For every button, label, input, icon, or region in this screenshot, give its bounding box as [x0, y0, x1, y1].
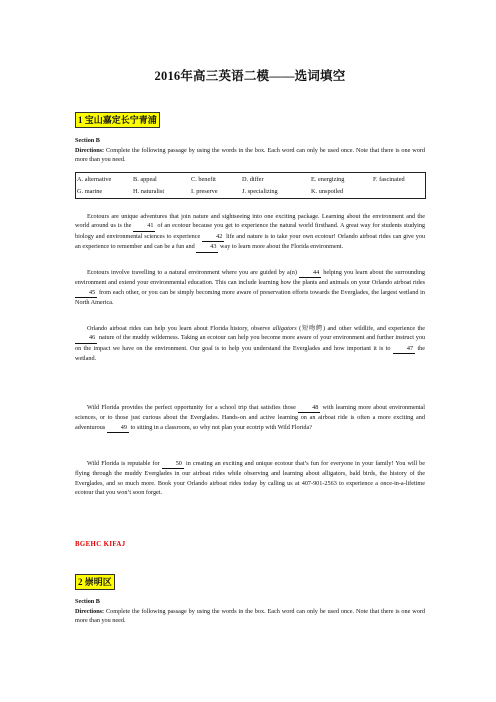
- paragraph-text: way to learn more about the Florida environment.: [220, 243, 344, 251]
- directions-text: Complete the following passage by using the words in the box. Each word can only be used once. Note that there is one word more than you need.: [75, 147, 425, 164]
- blank-44[interactable]: 44: [299, 268, 321, 278]
- paragraph-text: Wild Florida is reputable for: [87, 460, 160, 467]
- word-option: G. marine: [77, 187, 103, 195]
- paragraph-text: and other wildlife, and experience the: [327, 325, 426, 332]
- word-option: J. specializing: [242, 187, 278, 195]
- blank-47[interactable]: 47: [393, 344, 415, 354]
- directions: [75, 146, 425, 165]
- paragraph-text: Ecotours are unique adventures that join nature and sightseeing into one exciting package. Learning about the environment and the world around us is the: [75, 213, 425, 230]
- answer-key: BGEHC KIFAJ: [75, 541, 126, 548]
- blank-50[interactable]: 50: [162, 459, 184, 469]
- blank-46[interactable]: 46: [75, 333, 97, 343]
- section-tag-2: 2 崇明区: [75, 574, 115, 590]
- word-option: C. benefit: [191, 175, 216, 183]
- word-box-row: [76, 173, 425, 185]
- page-title: 2016年高三英语二模——选词填空: [154, 69, 346, 83]
- word-option: H. naturalist: [133, 187, 165, 195]
- word-option: K. unspoiled: [311, 187, 344, 195]
- directions-label: Directions:: [75, 147, 105, 154]
- word-option: B. appeal: [133, 175, 157, 183]
- word-box-row: [76, 185, 425, 197]
- blank-43[interactable]: 43: [196, 242, 218, 252]
- blank-45[interactable]: 45: [75, 288, 97, 298]
- section-label: Section B: [75, 598, 100, 605]
- word-box-table: [76, 173, 425, 197]
- paragraph-3: [75, 324, 425, 364]
- paragraph-1: [75, 212, 425, 253]
- chinese-gloss: (短吻鳄): [299, 325, 326, 332]
- paragraph-text: to sitting in a classroom, so why not plan your ecotrip with Wild Florida?: [130, 423, 312, 431]
- section-label: Section B: [75, 137, 100, 144]
- word-box: [75, 172, 426, 199]
- paragraph-text: nature of the muddy wilderness. Taking an ecotour can help you become more aware of your environment and further instruct you on the impact we have on the environment. Our goal is to help you understand the Everglades and how important it is to: [75, 334, 426, 352]
- paragraph-text: of an ecotour because you get to experience the natural world firsthand. A great way for students studying biology and environmental sciences to experience: [75, 222, 426, 240]
- paragraph-4: [75, 403, 425, 433]
- paragraph-text: helping you learn about the surrounding environment and extend your environmental education. This can include learning how the plants and animals on your Orlando airboat rides: [75, 269, 426, 287]
- paragraph-text: Orlando airboat rides can help you learn about Florida history, observe: [87, 325, 271, 332]
- blank-42[interactable]: 42: [202, 232, 224, 242]
- paragraph-text: from each other, or you can be simply becoming more aware of preservation efforts towards the Everglades, the largest wetland in North America.: [75, 288, 425, 307]
- paragraph-text: life and nature is to take your own ecotour! Orlando airboat rides can give you an experience to remember and can be a fun and: [75, 232, 426, 251]
- directions-text: Complete the following passage by using the words in the box. Each word can only be used once. Note that there is one word more than you need.: [75, 608, 425, 625]
- paragraph-text: with learning more about environmental sciences, or to those just curious about the Everglades. Hands-on and active learning on an airboat ride is often a more exciting and adventurous: [75, 404, 425, 431]
- directions-label: Directions:: [75, 608, 105, 615]
- word-option: I. preserve: [191, 187, 218, 195]
- blank-41[interactable]: 41: [133, 221, 155, 231]
- paragraph-5: [75, 459, 425, 498]
- blank-49[interactable]: 49: [107, 423, 129, 433]
- paragraph-text: the wetland.: [75, 344, 425, 363]
- paragraph-text: in creating an exciting and unique ecotour that’s fun for everyone in your family! You will be flying through the muddy Everglades in our airboat rides while observing and learning about alligators, bald birds, the history of the Everglades, and so much more. Book your Orlando airboat rides today by calling us at 407-901-2563 to experience a once-in-a-lifetime ecotour that you won’t soon forget.: [75, 460, 426, 497]
- word-option: A. alternative: [77, 175, 112, 183]
- word-option: D. differ: [242, 175, 264, 183]
- paragraph-text: Wild Florida provides the perfect opportunity for a school trip that satisfies those: [87, 404, 296, 411]
- directions: [75, 607, 425, 626]
- section-tag-1: 1 宝山嘉定长宁青浦: [75, 112, 160, 128]
- paragraph-2: [75, 268, 425, 308]
- paragraph-text: Ecotours involve travelling to a natural environment where you are guided by a(n): [87, 269, 297, 276]
- word-option: E. energizing: [311, 175, 345, 183]
- italic-term: alligators: [272, 325, 297, 332]
- blank-48[interactable]: 48: [298, 403, 320, 413]
- word-option: F. fascinated: [373, 175, 405, 183]
- word-option: [372, 185, 425, 197]
